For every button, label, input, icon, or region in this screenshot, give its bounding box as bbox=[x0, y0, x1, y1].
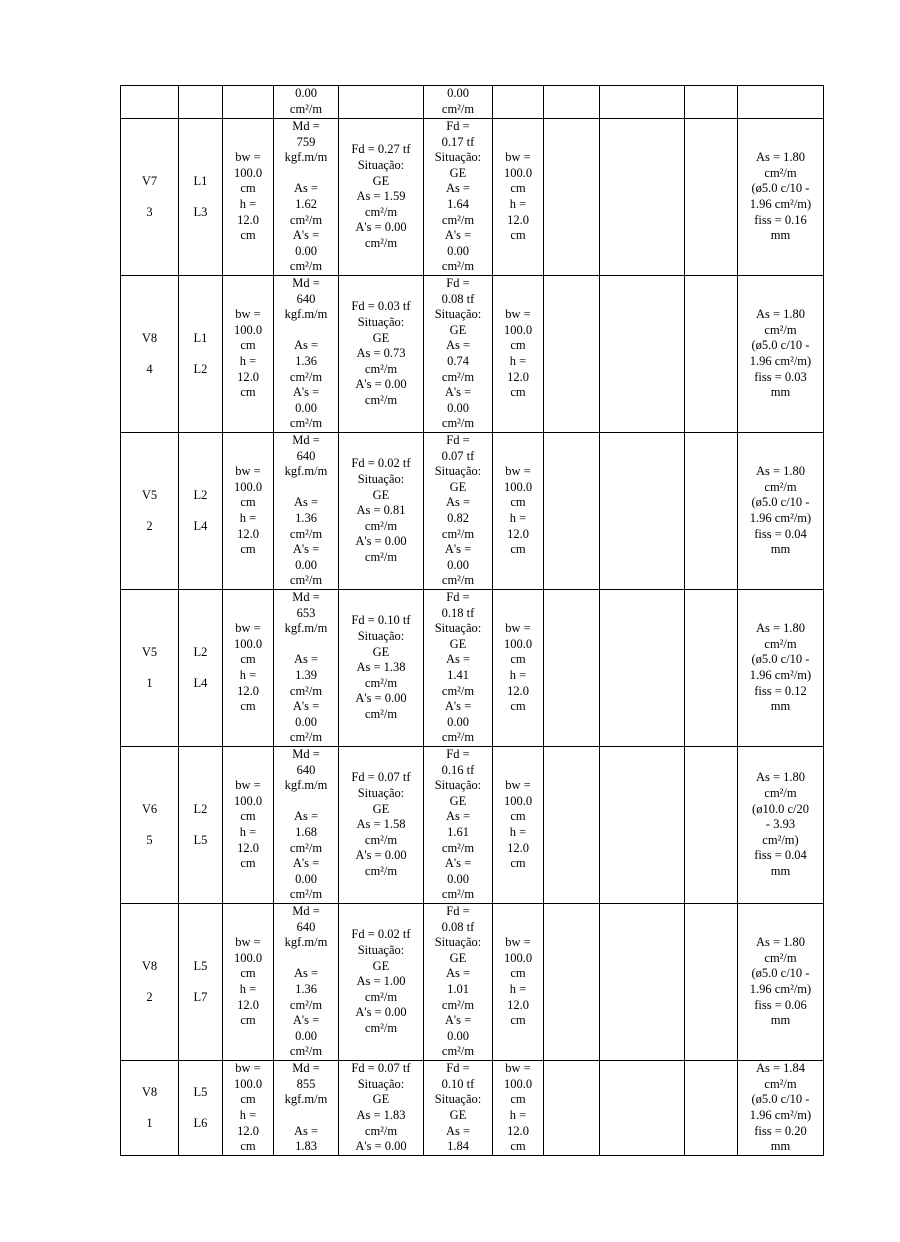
section-right-cell: bw = 100.0 cm h = 12.0 cm bbox=[493, 590, 544, 747]
shear-right-cell: Fd = 0.08 tf Situação: GE As = 1.01 cm²/m A's = 0.00 cm²/m bbox=[424, 904, 493, 1061]
empty-cell bbox=[738, 86, 824, 119]
empty-cell bbox=[600, 276, 685, 433]
wall-id-cell: V6 5 bbox=[121, 747, 179, 904]
section-right-cell: bw = 100.0 cm h = 12.0 cm bbox=[493, 433, 544, 590]
section-left-cell: bw = 100.0 cm h = 12.0 cm bbox=[223, 590, 274, 747]
result-cell: As = 1.80 cm²/m (ø5.0 c/10 - 1.96 cm²/m) fiss = 0.16 mm bbox=[738, 119, 824, 276]
shear-right-cell: Fd = 0.17 tf Situação: GE As = 1.64 cm²/m A's = 0.00 cm²/m bbox=[424, 119, 493, 276]
shear-right-cell: Fd = 0.18 tf Situação: GE As = 1.41 cm²/m A's = 0.00 cm²/m bbox=[424, 590, 493, 747]
section-left-cell: bw = 100.0 cm h = 12.0 cm bbox=[223, 433, 274, 590]
result-cell: As = 1.80 cm²/m (ø5.0 c/10 - 1.96 cm²/m) fiss = 0.03 mm bbox=[738, 276, 824, 433]
empty-cell bbox=[685, 747, 738, 904]
section-right-cell: bw = 100.0 cm h = 12.0 cm bbox=[493, 904, 544, 1061]
table-row bbox=[121, 433, 824, 590]
table-row bbox=[121, 276, 824, 433]
wall-id-cell: V8 2 bbox=[121, 904, 179, 1061]
shear-right-cell: 0.00 cm²/m bbox=[424, 86, 493, 119]
moment-cell: 0.00 cm²/m bbox=[274, 86, 339, 119]
moment-cell: Md = 640 kgf.m/m As = 1.68 cm²/m A's = 0.00 cm²/m bbox=[274, 747, 339, 904]
empty-cell bbox=[121, 86, 179, 119]
shear-left-cell: Fd = 0.10 tf Situação: GE As = 1.38 cm²/m A's = 0.00 cm²/m bbox=[339, 590, 424, 747]
empty-cell bbox=[600, 747, 685, 904]
table-row bbox=[121, 119, 824, 276]
moment-cell: Md = 653 kgf.m/m As = 1.39 cm²/m A's = 0.00 cm²/m bbox=[274, 590, 339, 747]
shear-left-cell: Fd = 0.07 tf Situação: GE As = 1.83 cm²/m A's = 0.00 bbox=[339, 1061, 424, 1156]
empty-cell bbox=[600, 433, 685, 590]
moment-cell: Md = 640 kgf.m/m As = 1.36 cm²/m A's = 0.00 cm²/m bbox=[274, 904, 339, 1061]
slab-pair-cell: L2 L4 bbox=[179, 433, 223, 590]
moment-cell: Md = 640 kgf.m/m As = 1.36 cm²/m A's = 0.00 cm²/m bbox=[274, 276, 339, 433]
empty-cell bbox=[685, 86, 738, 119]
result-cell: As = 1.84 cm²/m (ø5.0 c/10 - 1.96 cm²/m) fiss = 0.20 mm bbox=[738, 1061, 824, 1156]
empty-cell bbox=[600, 86, 685, 119]
table-row bbox=[121, 1061, 824, 1156]
wall-id-cell: V5 1 bbox=[121, 590, 179, 747]
empty-cell bbox=[544, 276, 600, 433]
empty-cell bbox=[544, 590, 600, 747]
shear-left-cell: Fd = 0.02 tf Situação: GE As = 1.00 cm²/m A's = 0.00 cm²/m bbox=[339, 904, 424, 1061]
result-cell: As = 1.80 cm²/m (ø5.0 c/10 - 1.96 cm²/m) fiss = 0.06 mm bbox=[738, 904, 824, 1061]
table-row bbox=[121, 590, 824, 747]
empty-cell bbox=[179, 86, 223, 119]
slab-pair-cell: L1 L2 bbox=[179, 276, 223, 433]
section-right-cell: bw = 100.0 cm h = 12.0 cm bbox=[493, 276, 544, 433]
shear-right-cell: Fd = 0.07 tf Situação: GE As = 0.82 cm²/m A's = 0.00 cm²/m bbox=[424, 433, 493, 590]
empty-cell bbox=[544, 747, 600, 904]
moment-cell: Md = 640 kgf.m/m As = 1.36 cm²/m A's = 0.00 cm²/m bbox=[274, 433, 339, 590]
slab-pair-cell: L2 L5 bbox=[179, 747, 223, 904]
slab-pair-cell: L5 L7 bbox=[179, 904, 223, 1061]
section-right-cell: bw = 100.0 cm h = 12.0 cm bbox=[493, 747, 544, 904]
slab-pair-cell: L1 L3 bbox=[179, 119, 223, 276]
shear-left-cell: Fd = 0.02 tf Situação: GE As = 0.81 cm²/m A's = 0.00 cm²/m bbox=[339, 433, 424, 590]
empty-cell bbox=[600, 1061, 685, 1156]
section-left-cell: bw = 100.0 cm h = 12.0 cm bbox=[223, 747, 274, 904]
result-cell: As = 1.80 cm²/m (ø5.0 c/10 - 1.96 cm²/m) fiss = 0.12 mm bbox=[738, 590, 824, 747]
section-left-cell: bw = 100.0 cm h = 12.0 cm bbox=[223, 119, 274, 276]
empty-cell bbox=[544, 904, 600, 1061]
shear-right-cell: Fd = 0.08 tf Situação: GE As = 0.74 cm²/m A's = 0.00 cm²/m bbox=[424, 276, 493, 433]
result-cell: As = 1.80 cm²/m (ø10.0 c/20 - 3.93 cm²/m) fiss = 0.04 mm bbox=[738, 747, 824, 904]
section-left-cell: bw = 100.0 cm h = 12.0 cm bbox=[223, 904, 274, 1061]
wall-id-cell: V8 1 bbox=[121, 1061, 179, 1156]
empty-cell bbox=[685, 1061, 738, 1156]
empty-cell bbox=[544, 1061, 600, 1156]
result-cell: As = 1.80 cm²/m (ø5.0 c/10 - 1.96 cm²/m) fiss = 0.04 mm bbox=[738, 433, 824, 590]
empty-cell bbox=[685, 119, 738, 276]
section-right-cell: bw = 100.0 cm h = 12.0 cm bbox=[493, 119, 544, 276]
empty-cell bbox=[544, 119, 600, 276]
shear-left-cell: Fd = 0.27 tf Situação: GE As = 1.59 cm²/m A's = 0.00 cm²/m bbox=[339, 119, 424, 276]
empty-cell bbox=[685, 590, 738, 747]
table-row bbox=[121, 904, 824, 1061]
empty-cell bbox=[685, 433, 738, 590]
slab-pair-cell: L5 L6 bbox=[179, 1061, 223, 1156]
empty-cell bbox=[600, 904, 685, 1061]
empty-cell bbox=[600, 590, 685, 747]
wall-id-cell: V5 2 bbox=[121, 433, 179, 590]
empty-cell bbox=[600, 119, 685, 276]
empty-cell bbox=[339, 86, 424, 119]
empty-cell bbox=[544, 86, 600, 119]
shear-left-cell: Fd = 0.03 tf Situação: GE As = 0.73 cm²/m A's = 0.00 cm²/m bbox=[339, 276, 424, 433]
moment-cell: Md = 759 kgf.m/m As = 1.62 cm²/m A's = 0.00 cm²/m bbox=[274, 119, 339, 276]
empty-cell bbox=[223, 86, 274, 119]
shear-right-cell: Fd = 0.16 tf Situação: GE As = 1.61 cm²/m A's = 0.00 cm²/m bbox=[424, 747, 493, 904]
empty-cell bbox=[685, 276, 738, 433]
table-row-continued bbox=[121, 86, 824, 119]
table-row bbox=[121, 747, 824, 904]
empty-cell bbox=[493, 86, 544, 119]
section-right-cell: bw = 100.0 cm h = 12.0 cm bbox=[493, 1061, 544, 1156]
shear-right-cell: Fd = 0.10 tf Situação: GE As = 1.84 bbox=[424, 1061, 493, 1156]
wall-id-cell: V8 4 bbox=[121, 276, 179, 433]
section-left-cell: bw = 100.0 cm h = 12.0 cm bbox=[223, 1061, 274, 1156]
slab-reinforcement-table bbox=[120, 85, 824, 1156]
empty-cell bbox=[685, 904, 738, 1061]
shear-left-cell: Fd = 0.07 tf Situação: GE As = 1.58 cm²/m A's = 0.00 cm²/m bbox=[339, 747, 424, 904]
slab-pair-cell: L2 L4 bbox=[179, 590, 223, 747]
section-left-cell: bw = 100.0 cm h = 12.0 cm bbox=[223, 276, 274, 433]
moment-cell: Md = 855 kgf.m/m As = 1.83 bbox=[274, 1061, 339, 1156]
empty-cell bbox=[544, 433, 600, 590]
wall-id-cell: V7 3 bbox=[121, 119, 179, 276]
